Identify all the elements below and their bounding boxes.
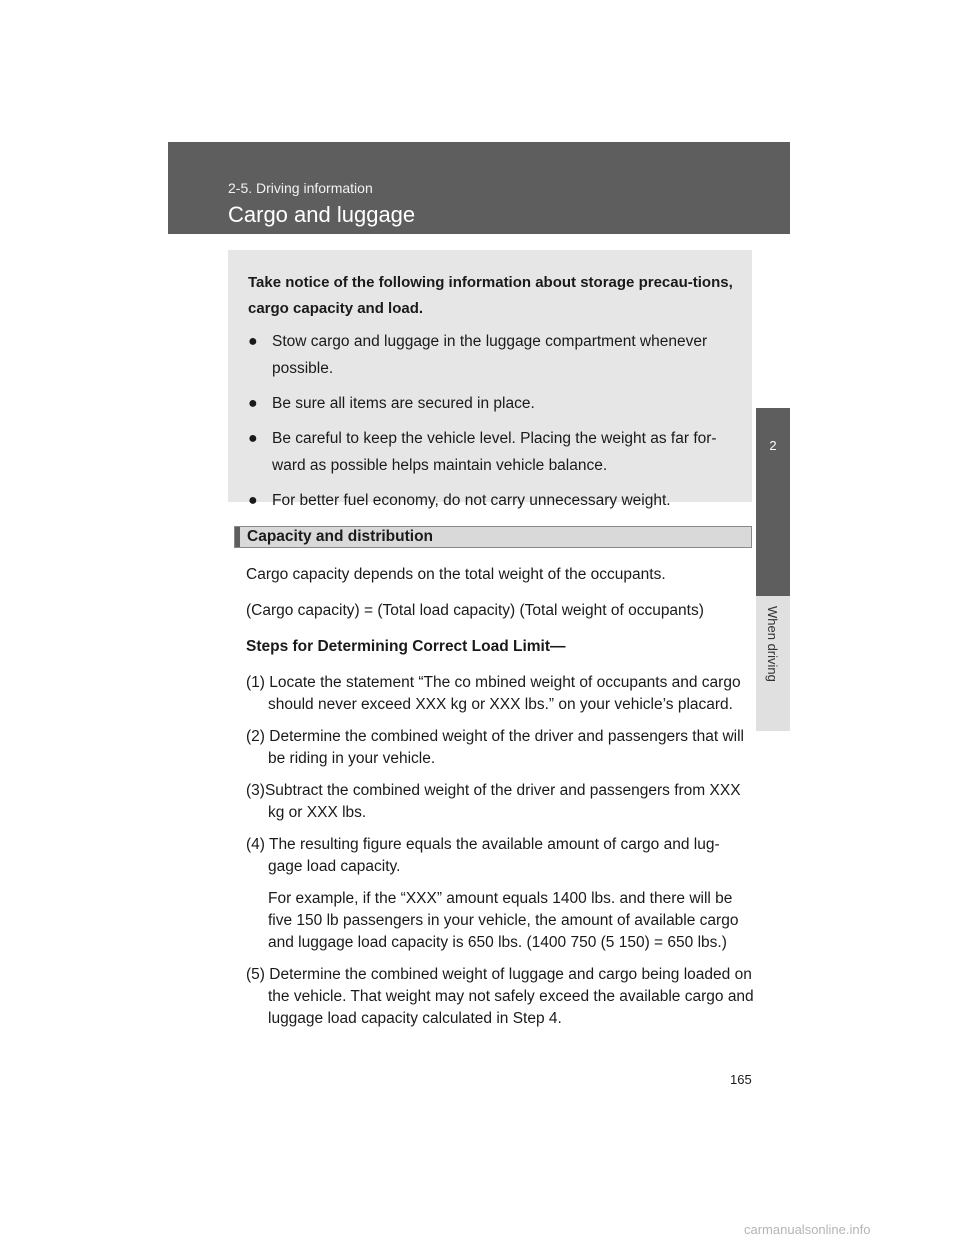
bullet-icon: ● (248, 395, 258, 412)
step-text: (4) The resulting figure equals the available amount of cargo and lug-gage load capacity. (246, 836, 720, 875)
notice-bullet (248, 425, 738, 479)
bullet-text: Stow cargo and luggage in the luggage compartment whenever possible. (272, 333, 708, 377)
chapter-tab (756, 408, 790, 596)
section-label: 2-5. Driving information (228, 180, 373, 196)
step-item (246, 964, 754, 1030)
bullet-icon: ● (248, 333, 258, 350)
step-text: (3)Subtract the combined weight of the driver and passengers from XXX kg or XXX lbs. (246, 782, 741, 821)
step-item (246, 834, 754, 954)
chapter-tab-label-box (756, 596, 790, 731)
bullet-text: Be sure all items are secured in place. (272, 395, 535, 412)
page-title: Cargo and luggage (228, 202, 416, 227)
step-text: (2) Determine the combined weight of the driver and passengers that will be riding in your vehicle. (246, 728, 744, 767)
page-number: 165 (730, 1072, 752, 1087)
steps-title: Steps for Determining Correct Load Limit— (246, 638, 566, 655)
section-heading (234, 526, 752, 548)
chapter-header (168, 142, 790, 234)
notice-bullet (248, 487, 738, 514)
bullet-text: Be careful to keep the vehicle level. Placing the weight as far for-ward as possible helps maintain vehicle balance. (272, 430, 717, 474)
bullet-icon: ● (248, 430, 258, 447)
step-text: (5) Determine the combined weight of luggage and cargo being loaded on the vehicle. That weight may not safely exceed the available cargo and luggage load capacity calculated in Step 4. (246, 966, 754, 1027)
bullet-text: For better fuel economy, do not carry unnecessary weight. (272, 492, 671, 509)
watermark: carmanualsonline.info (744, 1222, 871, 1237)
notice-bullet (248, 328, 738, 382)
body-text (246, 564, 754, 1040)
formula: (Cargo capacity) = (Total load capacity) (Total weight of occupants) (246, 602, 704, 619)
bullet-icon: ● (248, 492, 258, 509)
notice-box (228, 250, 752, 509)
heading-bar (235, 527, 240, 547)
notice-bullet (248, 390, 738, 417)
step-item (246, 780, 754, 824)
section-heading-text: Capacity and distribution (247, 528, 434, 545)
step-text: (1) Locate the statement “The co mbined weight of occupants and cargo should never exceed XXX kg or XXX lbs.” on your vehicle’s placard. (246, 674, 741, 713)
chapter-number: 2 (769, 438, 777, 453)
chapter-label: When driving (765, 606, 780, 682)
step-item (246, 726, 754, 770)
notice-intro: Take notice of the following information about storage precau-tions, cargo capacity and load. (248, 274, 733, 317)
step-item (246, 672, 754, 716)
paragraph: Cargo capacity depends on the total weight of the occupants. (246, 566, 666, 583)
step-example: For example, if the “XXX” amount equals 1400 lbs. and there will be five 150 lb passengers in your vehicle, the amount of available cargo and luggage load capacity is 650 lbs. (1400 750 (5 150) = 650 lbs.) (268, 890, 739, 951)
